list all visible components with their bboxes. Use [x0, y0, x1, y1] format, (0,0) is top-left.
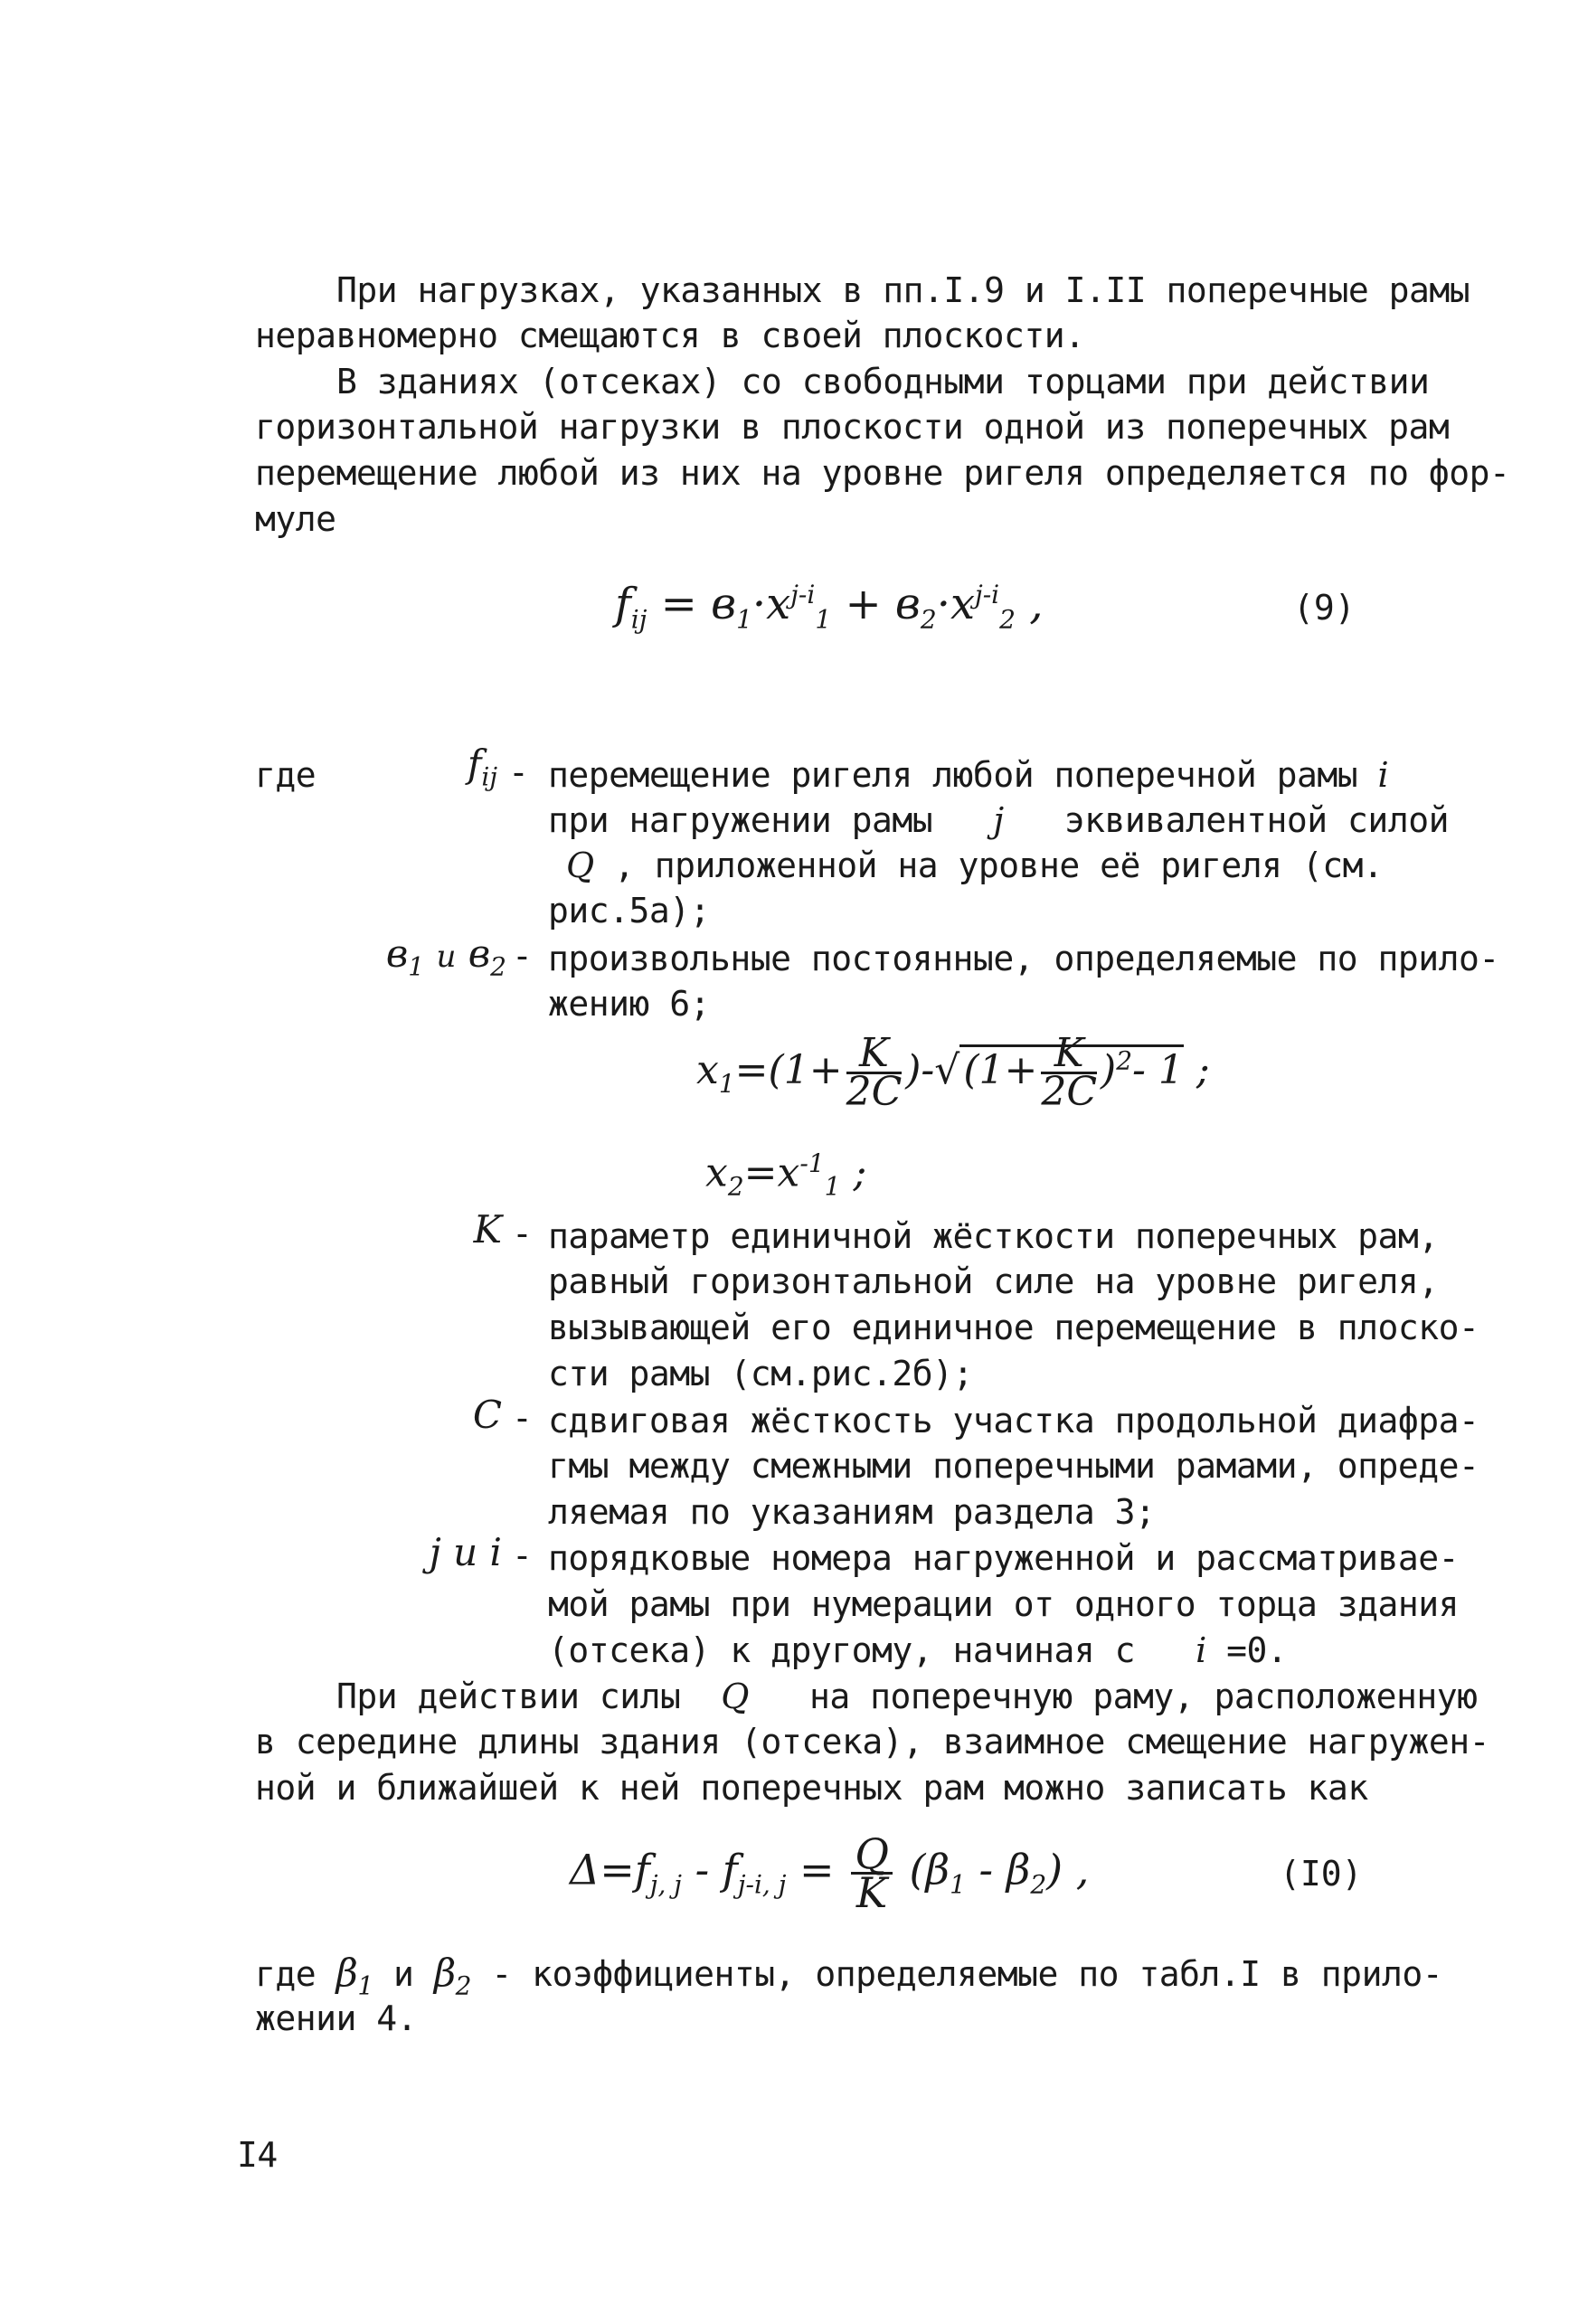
def3-line3: вызывающей его единичное перемещение в плоско-	[548, 1308, 1479, 1347]
def1-symbol: $f_{ij}$	[467, 742, 497, 792]
def1-dash: -	[508, 752, 529, 792]
def1-line1: перемещение ригеля любой поперечной рамы i	[548, 755, 1389, 795]
formula-x2: $x_2=x^{-1}_1$ ;	[705, 1148, 867, 1202]
equation-9: $f_{ij} = в_1\cdot x^{j-i}_1 + в_2\cdot x^{j-i}_2$ ,	[615, 579, 1044, 635]
equation-10: $\Delta=f_{j, j} - f_{j-i, j}$ = $\frac{Q}{K}$ $(\beta_1 - \beta_2)$ ,	[570, 1829, 1090, 1917]
final-line2: жении 4.	[255, 1998, 418, 2038]
para3-line1: При действии силы Q на поперечную раму, расположенную	[336, 1677, 1478, 1716]
para3-line2: в середине длины здания (отсека), взаимное смещение нагружен-	[255, 1722, 1490, 1762]
para2-line3: перемещение любой из них на уровне ригеля определяется по фор-	[255, 453, 1510, 493]
def4-line1: сдвиговая жёсткость участка продольной диафра-	[548, 1401, 1479, 1441]
def2-line1: произвольные постоянные, определяемые по прило-	[548, 939, 1499, 978]
def5-symbol: j и i	[429, 1530, 502, 1574]
para1-line1: При нагрузках, указанных в пп.I.9 и I.II поперечные рамы	[336, 270, 1470, 310]
def5-line3: (отсека) к другому, начиная с i =0.	[548, 1630, 1288, 1670]
where-label: где	[255, 755, 317, 795]
para3-line3: ной и ближайшей к ней поперечных рам можно записать как	[255, 1768, 1368, 1808]
def2-line2: жению 6;	[548, 984, 711, 1024]
def2-symbol: $в_1$ и $в_2$	[385, 931, 506, 982]
def1-line3: Q , приложенной на уровне её ригеля (см.	[566, 846, 1384, 885]
def3-dash: -	[512, 1214, 533, 1253]
def3-symbol: K	[473, 1207, 502, 1252]
def5-dash: -	[512, 1535, 533, 1575]
def2-dash: -	[512, 936, 533, 976]
def3-line1: параметр единичной жёсткости поперечных рам,	[548, 1216, 1439, 1256]
def5-line2: мой рамы при нумерации от одного торца здания	[548, 1584, 1460, 1624]
equation-9-number: (9)	[1293, 588, 1356, 628]
page-number: I4	[237, 2135, 278, 2175]
para2-line4: муле	[255, 499, 336, 539]
formula-x1: $x_1=(1+$ $\frac{K}{2C}$ )-√(1+ $\frac{K}{2C}$ )$^2$- 1 ;	[696, 1030, 1210, 1115]
def4-line3: ляемая по указаниям раздела 3;	[548, 1492, 1156, 1532]
para2-line2: горизонтальной нагрузки в плоскости одной из поперечных рам	[255, 407, 1450, 447]
def1-line4: рис.5а);	[548, 891, 711, 931]
final-line1: где $\beta_1$ и $\beta_2$ - коэффициенты, определяемые по табл.I в прило-	[255, 1951, 1443, 2001]
def4-dash: -	[512, 1398, 533, 1438]
para2-line1: В зданиях (отсеках) со свободными торцами при действии	[336, 362, 1430, 402]
def1-line2: при нагружении рамы j эквивалентной силой	[548, 800, 1449, 840]
def3-line2: равный горизонтальной силе на уровне ригеля,	[548, 1261, 1439, 1301]
def4-symbol: C	[472, 1393, 502, 1437]
def5-line1: порядковые номера нагруженной и рассматривае-	[548, 1538, 1460, 1578]
equation-10-number: (I0)	[1280, 1854, 1363, 1894]
def3-line4: сти рамы (см.рис.2б);	[548, 1354, 973, 1393]
def4-line2: гмы между смежными поперечными рамами, опреде-	[548, 1446, 1479, 1486]
para1-line2: неравномерно смещаются в своей плоскости.	[255, 316, 1085, 355]
